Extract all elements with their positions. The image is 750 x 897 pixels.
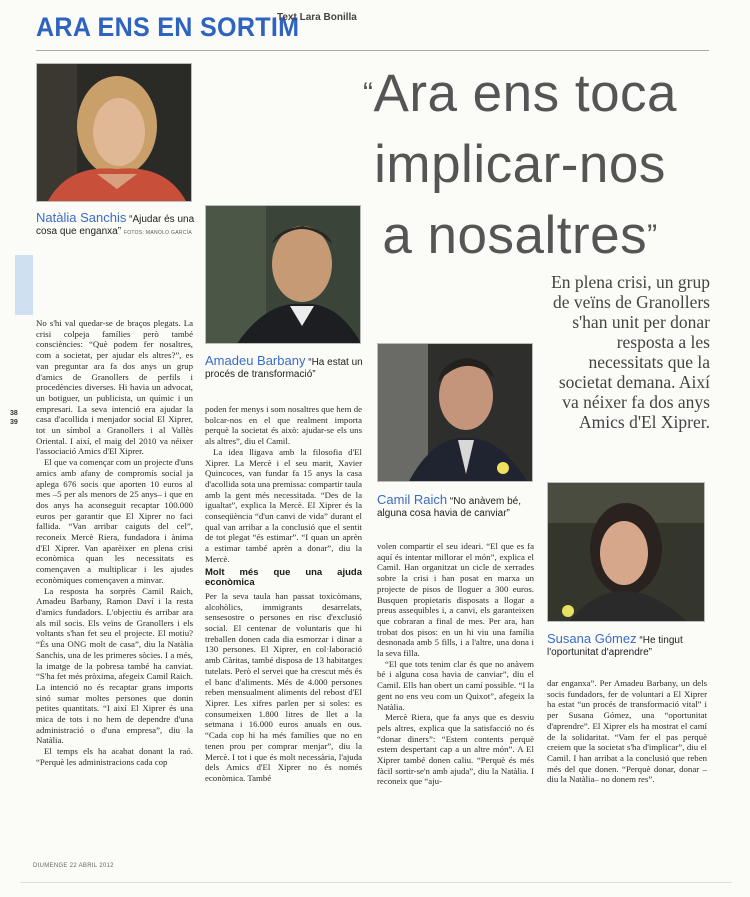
pull-quote <box>325 58 715 271</box>
paragraph: El temps els ha acabat donant la raó. “Perquè les administracions cada cop <box>36 746 193 767</box>
body-column-3 <box>377 541 534 856</box>
photo-credit: FOTOS: MANOLO GARCÍA <box>123 230 192 236</box>
paragraph: dar enganxa”. Per Amadeu Barbany, un dels socis fundadors, fer de voluntari a El Xiprer ha estat “un procés de transformació vital” i per Susana Gómez, una “oportunitat d'aprendre”. El Xiprer els ha mostrat el camí de la solidaritat. “Vam fer el pas perquè creiem que la societat s'ha d'implicar”, diu el Camil. I han arribat a la conclusió que reben més del que donen. “Perquè donar, donar –diu la Natàlia– no donem res”. <box>547 678 707 785</box>
body-column-2 <box>205 404 362 856</box>
caption-camil <box>377 494 537 520</box>
paragraph: La resposta ha sorprès Camil Raich, Amadeu Barbany, Ramon Daví i la resta d'amics fundadors. L'objectiu és arribar ara als mil socis. Els veïns de Granollers i els voltants s'han fet seu el projecte. El motiu? “És una ONG molt de casa”, diu la Natàlia Sanchis, una de les primeres sòcies. I a més, la imatge de la pobresa també ha canviat. “S'ha fet més pròxima, afegeix Camil Raich. La intenció no és recaptar grans imports sinó sumar moltes persones que donin petites quantitats. “I així El Xiprer és una mica de tots i no hem de dependre d'una administració o d'una empresa”, diu la Natàlia. <box>36 585 193 746</box>
bottom-rule <box>20 882 732 883</box>
paragraph: El que va començar com un projecte d'uns amics amb afany de compromís social ja aplega 676 socis que aporten 10 euros al mes –5 per als menors de 25 anys– i que en dos anys ha aconseguit recaptar 100.000 euros per garantir que El Xiprer no faci fallida. “Van arribar caiguts del cel”, reconeix Mercè Riera, fundadora i ànima d'El Xiprer. Van aparèixer en plena crisi econòmica quan les necessitats es començaven a multiplicar i les ajudes econòmiques començaven a minvar. <box>36 457 193 585</box>
page-number-left: 38 <box>10 410 18 417</box>
caption-quote: “No anàvem bé, alguna cosa havia de canviar” <box>377 496 522 519</box>
photo-camil <box>377 343 533 482</box>
caption-quote: “Ha estat un procés de transformació” <box>205 357 363 380</box>
subheading: Molt més que una ajuda econòmica <box>205 566 362 589</box>
caption-name: Camil Raich <box>377 492 448 507</box>
open-quote-mark: “ <box>362 77 374 110</box>
page-numbers <box>10 409 18 427</box>
caption-name: Amadeu Barbany <box>205 353 306 368</box>
paragraph: volen compartir el seu ideari. “El que es fa aquí és intentar millorar el món”, explica el Camil. Han organitzat un cicle de xerrades sobre la crisi i han posat en marxa un projecte de pisos de lloguer a 300 euros. Busquen propietaris disposats a llogar a preus assequibles i, a canvi, els garanteixen que cobraran a final de mes. Per ara, han trobat dos pisos: en un hi viu una família desnonada amb 5 fills, i a l'altre, una dona i la seva filla. <box>377 541 534 659</box>
close-quote-mark: ” <box>647 219 658 252</box>
paragraph: “El que tots tenim clar és que no anàvem bé i alguna cosa havia de canviar”, diu el Camil. Ells han obert un camí possible. “I la gent no ens veu com un Quixot”, afegeix la Natàlia. <box>377 658 534 712</box>
header-rule <box>36 50 709 51</box>
body-column-4 <box>547 678 707 858</box>
photo-natalia <box>36 63 192 202</box>
pull-quote-line-3: a nosaltres <box>382 206 648 265</box>
paragraph: La idea lligava amb la filosofia d'El Xiprer. La Mercè i el seu marit, Xavier Quincoces, van fundar fa 15 anys la casa d'acollida sota una premissa: compartir taula amb la gent més necessitada. “Des de la igualtat”, explica la Mercè. El Xiprer és la conseqüència “d'un canvi de vida” durant el qual van arribar a la conclusió que el sentit de tot plegat “és estimar”. “I quan un aprèn a estimar també aprèn a donar”, diu la Mercè. <box>205 446 362 564</box>
paragraph: No s'hi val quedar-se de braços plegats. La crisi colpeja famílies però també consciències: “Què podem fer nosaltres, com a societat, per ajudar els altres?”, es van preguntar ara fa dos anys un grup d'amics de Granollers de perfils i procedències diverses. Hi havia un advocat, un botiguer, un publicista, un químic i un empresari. La seva intenció era ajudar la casa d'acollida i menjador social El Xiprer, tot un símbol a Granollers i al Vallès Oriental. I així, el maig del 2010 va néixer l'associació Amics d'El Xiprer. <box>36 318 193 457</box>
page-footer: DIUMENGE 22 ABRIL 2012 <box>33 863 114 869</box>
paragraph: poden fer menys i som nosaltres que hem de bolcar-nos en el que realment importa perquè la societat és això: ajudar-se els uns als altres”, diu el Camil. <box>205 404 362 447</box>
pull-quote-line-1: Ara ens toca <box>373 64 678 123</box>
deck-text: En plena crisi, un grup de veïns de Granollers s'han unit per donar resposta a les necessitats que la societat demana. Així va néixer fa dos anys Amics d'El Xiprer. <box>551 272 710 432</box>
caption-natalia <box>36 212 196 239</box>
caption-name: Susana Gómez <box>547 631 637 646</box>
section-title: ARA ENS EN SORTIM <box>36 12 300 42</box>
paragraph: Mercè Riera, que fa anys que es desviu pels altres, explica que la satisfacció no és “donar diners”: “Estem contents perquè estem despertant cap a un altre món”. A El Xiprer també donen caliu. “Perquè és més fàcil sortir-se'n amb ajuda”, diu la Natàlia. I reconeix que “aju- <box>377 712 534 787</box>
photo-amadeu <box>205 205 361 344</box>
caption-amadeu <box>205 355 370 381</box>
page-number-right: 39 <box>10 419 18 426</box>
body-column-1 <box>36 318 193 856</box>
edge-color-block <box>15 255 33 315</box>
caption-susana <box>547 633 712 659</box>
caption-quote: “He tingut l'oportunitat d'aprendre” <box>547 635 683 658</box>
caption-name: Natàlia Sanchis <box>36 210 127 225</box>
paragraph: Per la seva taula han passat toxicòmans, alcohòlics, immigrants desarrelats, sensesostre o persones en risc d'exclusió social. El centenar de voluntaris que hi treballen donen cada dia esmorzar i dinar a 130 persones. El Xiprer, en col·laboració amb Càritas, també disposa de 13 habitatges tutelats. Però el servei que ha crescut més és el banc d'aliments. Més de 4.000 persones reben mensualment aliments del rebost d'El Xiprer. Les xifres parlen per si soles: es consumeixen 1.800 litres de llet a la setmana i 16.000 euros anuals en ous. “Cada cop hi ha més famílies que no en tenen prou per comprar menjar”, diu la Mercè. I tot i que és molt necessària, l'ajuda dels Amics d'El Xiprer no és només econòmica. També <box>205 590 362 783</box>
caption-quote: “Ajudar és una cosa que enganxa” <box>36 214 195 237</box>
pull-quote-line-2: implicar-nos <box>374 135 666 194</box>
photo-susana <box>547 482 705 622</box>
byline: Text Lara Bonilla <box>277 12 357 23</box>
